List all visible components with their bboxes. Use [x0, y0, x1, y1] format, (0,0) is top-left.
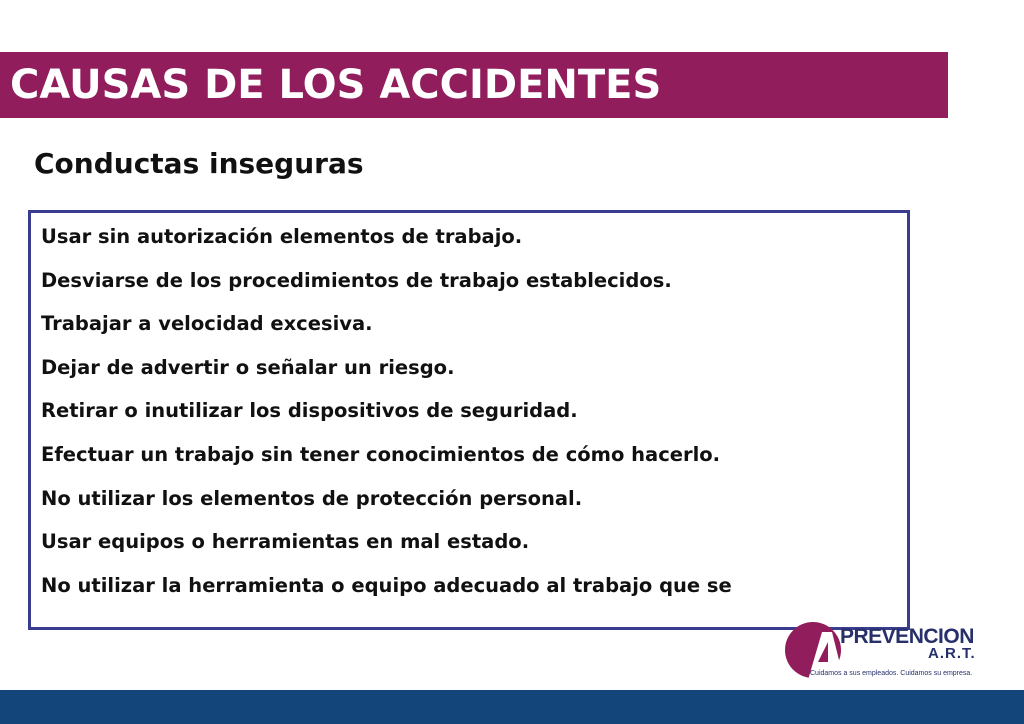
prevencion-logo [782, 618, 1006, 686]
list-item: Retirar o inutilizar los dispositivos de seguridad. [41, 399, 578, 423]
list-item: Efectuar un trabajo sin tener conocimientos de cómo hacerlo. [41, 442, 721, 466]
logo-name: PREVENCION [840, 625, 974, 648]
footer-bar [0, 690, 1024, 724]
list-item: Usar sin autorización elementos de trabajo. [41, 225, 523, 248]
logo-subname: A.R.T. [928, 645, 976, 662]
list-item: No utilizar la herramienta o equipo adecuado al trabajo que se [41, 573, 732, 597]
title-bar [0, 52, 948, 118]
unsafe-behaviors-box [28, 210, 910, 630]
slide-title: CAUSAS DE LOS ACCIDENTES [10, 62, 662, 108]
slide-subtitle: Conductas inseguras [34, 147, 364, 180]
logo-tagline: Cuidamos a sus empleados. Cuidamos su empresa. [810, 670, 973, 677]
unsafe-behaviors-list [41, 215, 732, 607]
list-item: Trabajar a velocidad excesiva. [41, 312, 373, 336]
list-item: Dejar de advertir o señalar un riesgo. [41, 355, 455, 379]
list-item: Usar equipos o herramientas en mal estado. [41, 530, 530, 554]
list-item: No utilizar los elementos de protección personal. [41, 486, 583, 510]
list-item: Desviarse de los procedimientos de trabajo establecidos. [41, 268, 672, 292]
